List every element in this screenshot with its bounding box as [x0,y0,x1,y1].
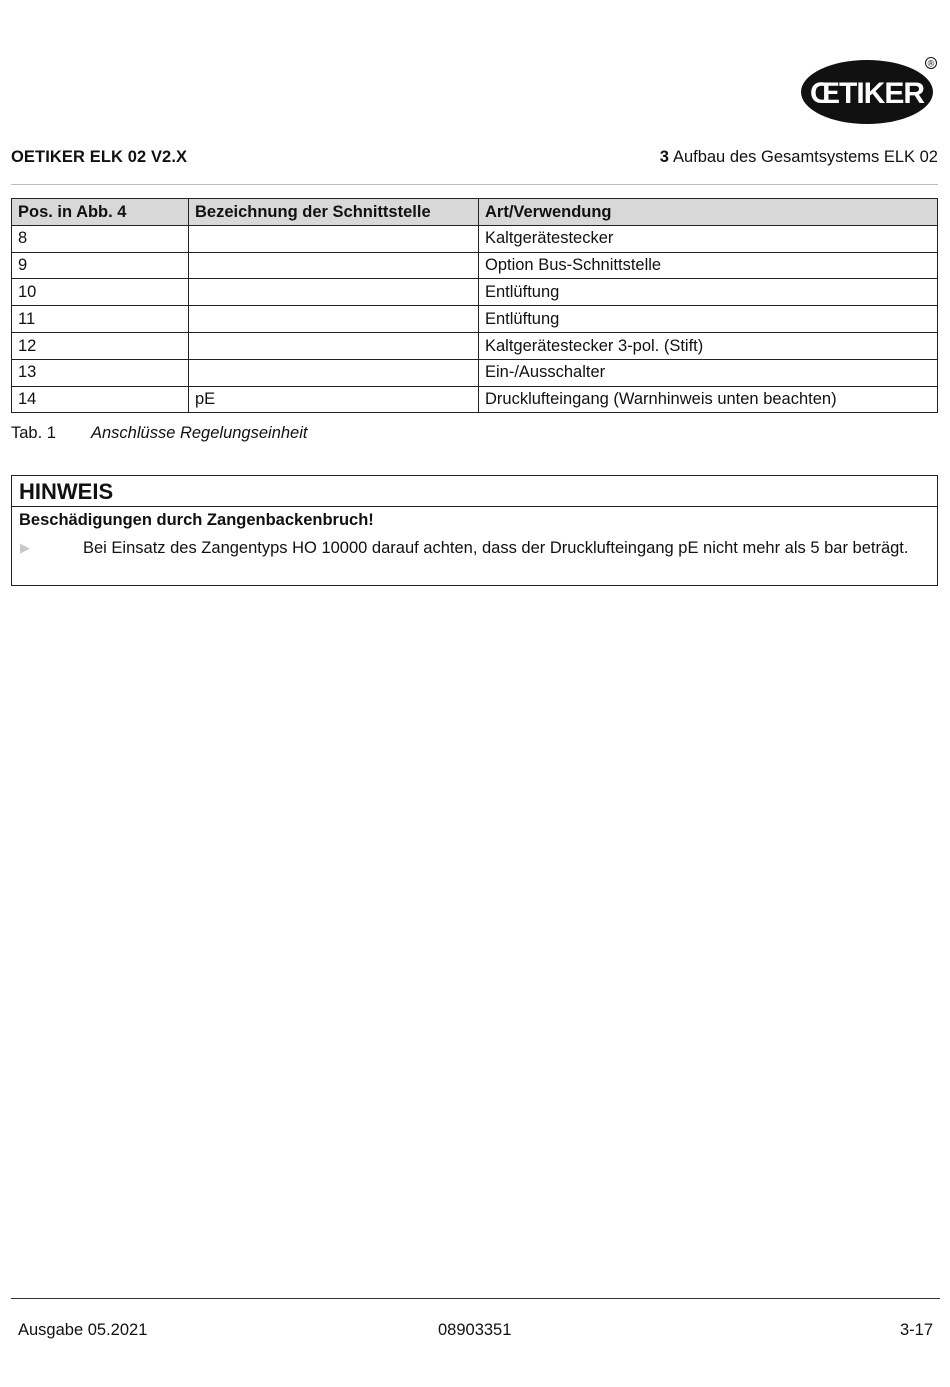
cell-usage: Entlüftung [479,279,938,306]
cell-interface: pE [189,386,479,413]
notice-title: HINWEIS [12,476,937,507]
table-row [12,252,938,279]
document-number: 08903351 [438,1321,512,1339]
table-caption [11,424,307,443]
cell-interface [189,332,479,359]
cell-interface [189,306,479,333]
notice-subtitle: Beschädigungen durch Zangenbackenbruch! [19,511,374,529]
table-row [12,359,938,386]
cell-position: 12 [12,332,189,359]
table-header-row [12,199,938,226]
logo-wordmark: ŒTIKER [810,77,924,110]
table-row [12,225,938,252]
notice-box [11,475,938,586]
oetiker-logo [801,56,939,124]
cell-usage: Entlüftung [479,306,938,333]
cell-position: 14 [12,386,189,413]
registered-mark: ® [927,58,935,69]
column-header-interface: Bezeichnung der Schnittstelle [189,199,479,226]
product-name: OETIKER ELK 02 V2.X [11,148,188,166]
column-header-usage: Art/Verwendung [479,199,938,226]
cell-interface [189,252,479,279]
column-header-position: Pos. in Abb. 4 [12,199,189,226]
chapter-header [660,148,938,167]
table-row [12,332,938,359]
connections-table [11,198,938,413]
triangle-right-icon: ▶ [20,540,30,555]
cell-usage: Ein-/Ausschalter [479,359,938,386]
page-number: 3-17 [899,1321,933,1339]
table-row [12,279,938,306]
notice-item [12,536,937,560]
notice-item-text: Bei Einsatz des Zangentyps HO 10000 darauf achten, dass der Drucklufteingang pE nicht mehr als 5 bar beträgt. [83,539,909,557]
cell-interface [189,359,479,386]
edition: Ausgabe 05.2021 [18,1321,148,1339]
cell-position: 8 [12,225,189,252]
cell-position: 10 [12,279,189,306]
cell-position: 13 [12,359,189,386]
header-divider [11,184,938,185]
chapter-number: 3 [659,148,669,166]
table-row [12,306,938,333]
cell-interface [189,225,479,252]
footer-divider [11,1298,940,1299]
caption-text: Anschlüsse Regelungseinheit [91,424,308,442]
caption-number: Tab. 1 [11,424,56,442]
cell-usage: Option Bus-Schnittstelle [479,252,938,279]
chapter-title: Aufbau des Gesamtsystems ELK 02 [672,148,938,166]
cell-usage: Kaltgerätestecker 3-pol. (Stift) [479,332,938,359]
cell-usage: Drucklufteingang (Warnhinweis unten beachten) [479,386,938,413]
cell-position: 9 [12,252,189,279]
cell-usage: Kaltgerätestecker [479,225,938,252]
table-row [12,386,938,413]
cell-position: 11 [12,306,189,333]
cell-interface [189,279,479,306]
